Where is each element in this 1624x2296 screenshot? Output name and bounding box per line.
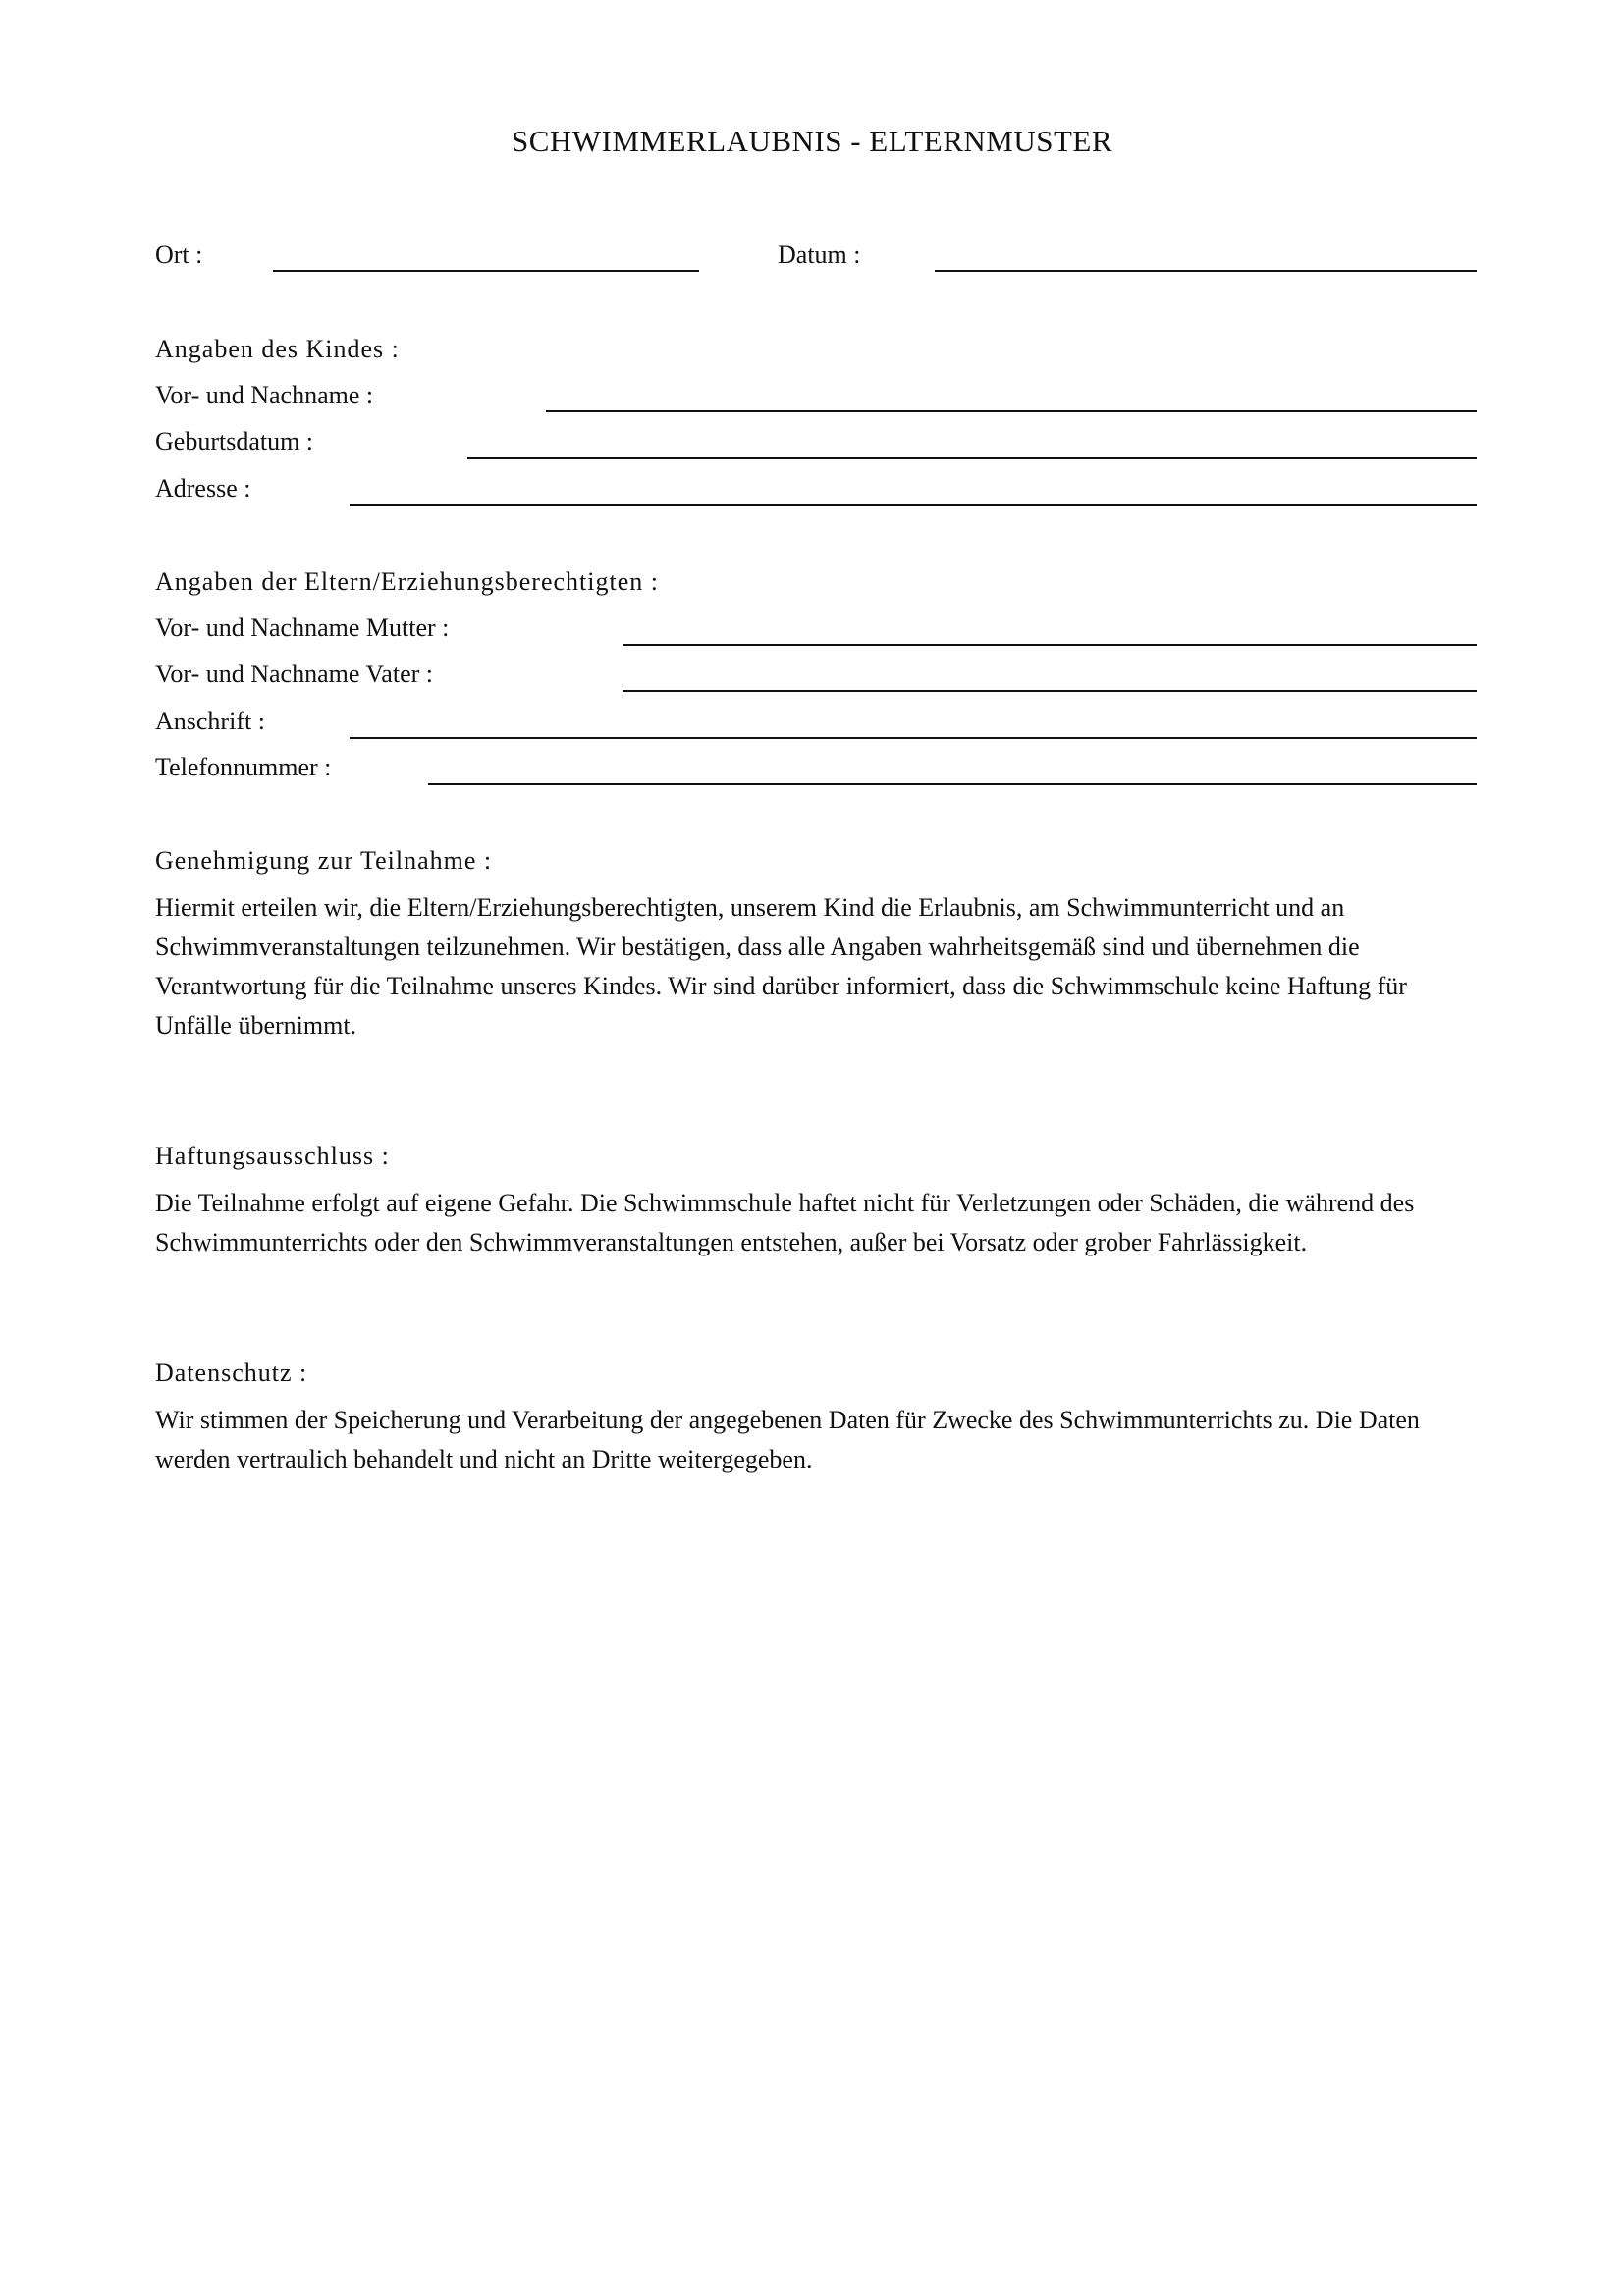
child-birthdate-label: Geburtsdatum : (155, 427, 314, 455)
page-title: SCHWIMMERLAUBNIS - ELTERNMUSTER (512, 124, 1112, 158)
permission-heading: Genehmigung zur Teilnahme : (155, 846, 493, 875)
child-address-field[interactable] (350, 504, 1477, 506)
child-address-label: Adresse : (155, 474, 251, 503)
privacy-text: Wir stimmen der Speicherung und Verarbeitung der angegebenen Daten für Zwecke des Schwimmunterrichts zu. Die Daten werden vertraulich behandelt und nicht an Dritte weitergegeben. (155, 1406, 1420, 1473)
child-name-field[interactable] (546, 410, 1477, 412)
place-label: Ort : (155, 240, 203, 269)
parents-address-label: Anschrift : (155, 707, 265, 735)
date-field[interactable] (935, 270, 1477, 272)
privacy-heading: Datenschutz : (155, 1359, 308, 1387)
mother-name-label: Vor- und Nachname Mutter : (155, 614, 450, 642)
child-name-label: Vor- und Nachname : (155, 381, 374, 409)
phone-label: Telefonnummer : (155, 753, 332, 781)
parents-address-field[interactable] (350, 737, 1477, 739)
father-name-label: Vor- und Nachname Vater : (155, 660, 433, 688)
phone-field[interactable] (428, 783, 1477, 785)
child-section-heading: Angaben des Kindes : (155, 335, 400, 363)
date-label: Datum : (778, 240, 861, 269)
permission-text: Hiermit erteilen wir, die Eltern/Erziehungsberechtigten, unserem Kind die Erlaubnis, am Schwimmunterricht und an Schwimmveranstaltungen teilzunehmen. Wir bestätigen, dass alle Angaben wahrheitsgemäß sind und übernehmen die Verantwortung für die Teilnahme unseres Kindes. Wir sind darüber informiert, dass die Schwimmschule keine Haftung für Unfälle übernimmt. (155, 893, 1407, 1040)
father-name-field[interactable] (623, 690, 1477, 692)
child-birthdate-field[interactable] (467, 457, 1477, 459)
mother-name-field[interactable] (623, 644, 1477, 646)
place-field[interactable] (273, 270, 699, 272)
liability-heading: Haftungsausschluss : (155, 1142, 390, 1170)
parents-section-heading: Angaben der Eltern/Erziehungsberechtigten : (155, 567, 659, 596)
liability-text: Die Teilnahme erfolgt auf eigene Gefahr. Die Schwimmschule haftet nicht für Verletzungen oder Schäden, die während des Schwimmunterrichts oder den Schwimmveranstaltungen entstehen, außer bei Vorsatz oder grober Fahrlässigkeit. (155, 1189, 1415, 1256)
